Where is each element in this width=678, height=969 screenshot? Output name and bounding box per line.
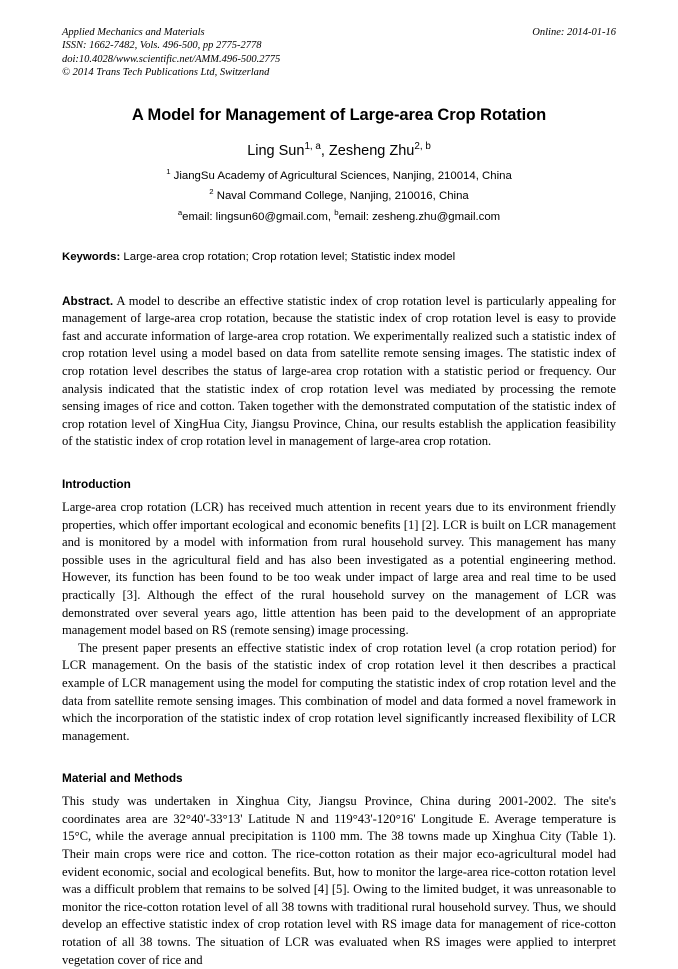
online-date: Online: 2014-01-16 [532, 27, 616, 38]
affiliation-1-text: JiangSu Academy of Agricultural Sciences, Nanjing, 210014, China [170, 169, 512, 182]
material-and-methods-paragraph-1: This study was undertaken in Xinghua City, Jiangsu Province, China during 2001-2002. The site's coordinates area are 32°40'-33°13' Latitude N and 119°43'-120°16' Longitude E. Average temperature is 15°C, while the average annual precipitation is 1100 mm. The 38 towns made up Xinghua City (Table 1). Their main crops were rice and cotton. The rice-cotton rotation as their major eco-agricultural model had evident economic, social and ecological benefits. But, how to monitor the large-area rice-cotton rotation level was a difficult problem that remains to be solved [4] [5]. Owing to the limited budget, it was unreasonable to monitor the rice-cotton rotation level of all 38 towns with traditional rural household survey. Thus, we should develop an effective statistic index of crop rotation level with RS image data for management of rice-cotton rotation of all 38 towns. The situation of LCR was evaluated when RS images were applied to interpret vegetation cover of rice and [62, 794, 616, 967]
author-separator: , [320, 142, 329, 159]
affiliation-1-mark: 1 [166, 166, 171, 176]
journal-name: Applied Mechanics and Materials [62, 27, 205, 38]
affiliation-2 [62, 186, 616, 202]
affiliation-1 [62, 166, 616, 182]
page-header [62, 26, 616, 80]
affiliation-2-mark: 2 [209, 186, 214, 196]
introduction-paragraph-1: Large-area crop rotation (LCR) has received much attention in recent years due to its environment friendly properties, which offer important ecological and economic benefits [1] [2]. LCR is built on LCR management and is monitored by a model with information from rural household survey. This management has many possible uses in the agricultural field and has also been investigated as a potential engineering method. However, its function has been found to be too weak under impact of large area and real time to be used practically [3]. Although the effect of the rural household survey on the management of LCR was demonstrated over several years ago, little attention has been paid to the development of an appropriate management model based on RS (remote sensing) image processing. [62, 499, 616, 638]
doi-line: doi:10.4028/www.scientific.net/AMM.496-500.2775 [62, 53, 281, 65]
author-2-name: Zesheng Zhu [328, 142, 415, 159]
email-b: email: zesheng.zhu@gmail.com [338, 210, 501, 223]
author-2-affiliation-mark: 2, b [414, 140, 431, 152]
copyright-line: © 2014 Trans Tech Publications Ltd, Switzerland [62, 67, 270, 79]
journal-info [62, 26, 280, 80]
section-heading-material-and-methods: Material and Methods [62, 771, 183, 786]
author-1-name: Ling Sun [247, 142, 305, 159]
abstract [62, 293, 616, 451]
email-a-mark: a [177, 207, 183, 217]
keywords [62, 251, 616, 263]
introduction-paragraph-2: The present paper presents an effective statistic index of crop rotation level (a crop rotation period) for LCR management. On the basis of the statistic index of crop rotation level it then describes a practical example of LCR management using the model for computing the statistic index of crop rotation level and the data from satellite remote sensing images. This combination of model and data formed a novel framework in which the incorporation of the statistic index of crop rotation level significantly increased flexibility of LCR management. [62, 640, 616, 743]
author-list [62, 140, 616, 159]
email-a: email: lingsun60@gmail.com, [182, 210, 335, 223]
page-title: A Model for Management of Large-area Crop Rotation [131, 105, 547, 124]
author-1-affiliation-mark: 1, a [304, 140, 321, 152]
affiliation-2-text: Naval Command College, Nanjing, 210016, China [213, 189, 469, 202]
issn-line: ISSN: 1662-7482, Vols. 496-500, pp 2775-2778 [62, 40, 262, 52]
abstract-text: A model to describe an effective statistic index of crop rotation level is particularly appealing for management of large-area crop rotation, because the statistic index of crop rotation level is easy to provide fast and accurate information of large-area crop rotation. We experimentally realized such a statistic index of crop rotation level using a model based on data from satellite remote sensing images. The statistic index of crop rotation level describes the status of large-area crop rotation with a statistic period or frequency. Our analysis indicated that the statistic index of crop rotation level was mediated by processing the remote sensing images of rice and cotton. Taken together with the demonstrated computation of the statistic index of crop rotation level of XingHua City, Jiangsu Province, China, our results establish the application feasibility of the statistic index of crop rotation level in management of large-area crop rotation. [62, 293, 616, 449]
email-b-mark: b [334, 207, 339, 217]
keywords-label: Keywords: [62, 250, 121, 263]
abstract-label: Abstract. [62, 293, 114, 308]
section-heading-introduction: Introduction [62, 476, 131, 491]
author-emails [62, 207, 616, 223]
keywords-value: Large-area crop rotation; Crop rotation level; Statistic index model [120, 250, 456, 263]
